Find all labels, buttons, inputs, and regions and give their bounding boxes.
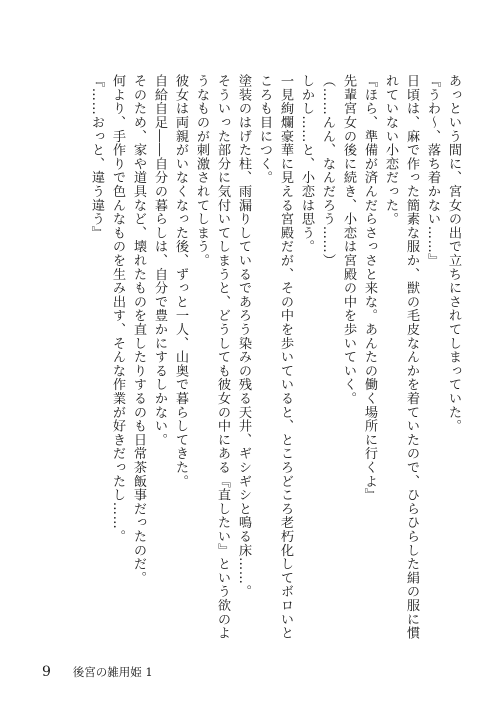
body-text bbox=[38, 74, 464, 644]
text-line-12: 自給自足――自分の暮らしは、自分で豊かにするしかない。 bbox=[152, 74, 167, 447]
text-line-10: そういった部分に気付いてしまうと、どうしても彼女の中にある『直したい』という欲のようなものが刺激されてしまう。 bbox=[194, 74, 230, 640]
text-line-4: 『ほら、準備が済んだらさっさと来な。あんたの働く場所に行くよ』 bbox=[362, 74, 377, 502]
page-footer bbox=[42, 664, 153, 684]
text-line-6: （……んん、なんだろう……） bbox=[320, 74, 335, 268]
text-line-5: 先輩宮女の後に続き、小恋は宮殿の中を歩いていく。 bbox=[341, 74, 356, 406]
page-number: 9 bbox=[42, 664, 51, 680]
text-line-7: しかし……と、小恋は思う。 bbox=[299, 74, 314, 254]
text-line-2: 『うわ～、落ち着かない……』 bbox=[425, 74, 440, 268]
text-line-13: そのため、家や道具など、壊れたものを直したりするのも日常茶飯事だったのだ。 bbox=[131, 74, 146, 585]
text-line-11: 彼女は両親がいなくなった後、ずっと一人、山奥で暮らしてきた。 bbox=[173, 74, 188, 488]
text-line-1: あっという間に、宮女の出で立ちにされてしまっていた。 bbox=[446, 74, 461, 433]
text-line-3: 日頃は、麻で作った簡素な服か、獣の毛皮なんかを着ていたので、ひらひらした絹の服に慣れていない小恋だった。 bbox=[383, 74, 419, 640]
text-line-9: 塗装のはげた柱、雨漏りしているであろう染みの残る天井、ギシギシと鳴る床……。 bbox=[236, 74, 251, 599]
book-title: 後宮の雑用姫 1 bbox=[72, 665, 153, 679]
text-line-14: 何より、手作りで色んなものを生み出す、そんな作業が好きだったし……。 bbox=[110, 74, 125, 544]
text-line-8: 一見絢爛豪華に見える宮殿だが、その中を歩いていると、ところどころ老朽化してボロいところも目につく。 bbox=[257, 74, 293, 640]
text-line-15: 『……おっと、違う違う』 bbox=[89, 74, 104, 240]
